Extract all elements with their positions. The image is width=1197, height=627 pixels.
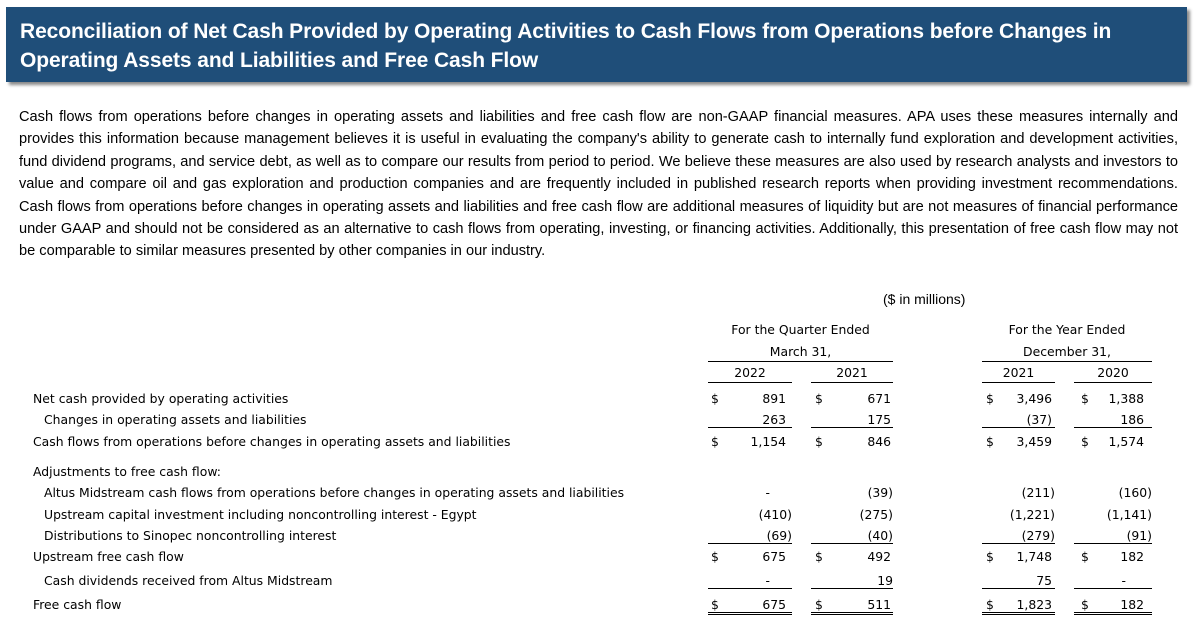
cell-value-underlined (1074, 412, 1152, 428)
cell-value: - (1121, 573, 1126, 588)
row-label-free-cash-flow: Free cash flow (33, 597, 122, 612)
cell-value: (279) (982, 528, 1055, 544)
cell-value: 1,823 (1016, 597, 1052, 612)
currency-symbol: $ (1081, 549, 1089, 564)
cell-value: (1,221) (1009, 507, 1055, 522)
cell-value: 891 (762, 391, 786, 406)
cell-value: (39) (867, 485, 893, 500)
cell-value: 671 (867, 391, 891, 406)
cell-value: 3,496 (1016, 391, 1052, 406)
cell-value: 182 (1120, 597, 1144, 612)
currency-symbol: $ (1081, 597, 1089, 612)
cell-value-underlined (708, 573, 792, 589)
cell-value: (410) (758, 507, 792, 522)
cell-value: 182 (1120, 549, 1144, 564)
quarter-header-line1: For the Quarter Ended (731, 322, 870, 337)
total-cell (1074, 597, 1152, 615)
cell-value: - (765, 485, 770, 500)
cell-value: (37) (1026, 412, 1052, 427)
currency-symbol: $ (711, 597, 719, 612)
section-label-adjustments: Adjustments to free cash flow: (33, 464, 221, 479)
currency-symbol: $ (815, 391, 823, 406)
cell-value: (69) (708, 528, 792, 544)
currency-symbol: $ (986, 549, 994, 564)
year-header-line2: December 31, (982, 344, 1152, 362)
currency-symbol: $ (815, 434, 823, 449)
currency-symbol: $ (711, 434, 719, 449)
total-cell (708, 597, 792, 615)
cell-value: 75 (1036, 573, 1052, 588)
cell-value: 263 (762, 412, 786, 427)
currency-symbol: $ (986, 391, 994, 406)
cell-value: 1,748 (1016, 549, 1052, 564)
cell-value: (160) (1118, 485, 1152, 500)
cell-value: 511 (867, 597, 891, 612)
currency-symbol: $ (711, 391, 719, 406)
cell-value: 19 (811, 573, 893, 589)
cell-value: 1,154 (750, 434, 786, 449)
cell-value: 846 (867, 434, 891, 449)
cell-value: 1,388 (1108, 391, 1144, 406)
column-header-q2021: 2021 (811, 365, 893, 383)
row-label-altus-cash-flows: Altus Midstream cash flows from operations before changes in operating assets and liabilities (44, 485, 625, 500)
row-label-upstream-capex: Upstream capital investment including noncontrolling interest - Egypt (44, 507, 477, 522)
currency-symbol: $ (1081, 391, 1089, 406)
row-label-cash-flows-before-changes: Cash flows from operations before changes in operating assets and liabilities (33, 434, 511, 449)
cell-value: 3,459 (1016, 434, 1052, 449)
total-cell (811, 597, 893, 615)
cell-value: 1,574 (1108, 434, 1144, 449)
title-banner (6, 7, 1187, 82)
cell-value: 175 (867, 412, 891, 427)
intro-paragraph: Cash flows from operations before changes in operating assets and liabilities and free cash flow are non-GAAP financial measures. APA uses these measures internally and provides this information because management believes it is useful in evaluating the company's ability to generate cash to internally fund exploration and development activities, fund dividend programs, and service debt, as well as to compare our results from period to period. We believe these measures are also used by research analysts and investors to value and compare oil and gas exploration and production companies and are frequently included in published research reports when providing investment recommendations. Cash flows from operations before changes in operating assets and liabilities and free cash flow are additional measures of liquidity but are not measures of financial performance under GAAP and should not be considered as an alternative to cash flows from operating, investing, or financing activities. Additionally, this presentation of free cash flow may not be comparable to similar measures presented by other companies in our industry. (19, 109, 1178, 260)
year-header-line1: For the Year Ended (1008, 322, 1126, 337)
currency-symbol: $ (815, 549, 823, 564)
cell-value: 675 (762, 597, 786, 612)
cell-value-underlined (811, 412, 893, 428)
cell-value: (40) (811, 528, 893, 544)
row-label-changes-assets: Changes in operating assets and liabilities (44, 412, 307, 427)
units-note: ($ in millions) (883, 291, 966, 307)
currency-symbol: $ (986, 434, 994, 449)
column-header-q2022: 2022 (708, 365, 792, 383)
row-label-altus-dividends: Cash dividends received from Altus Midstream (44, 573, 333, 588)
total-cell (982, 597, 1055, 615)
currency-symbol: $ (711, 549, 719, 564)
currency-symbol: $ (986, 597, 994, 612)
row-label-sinopec-distributions: Distributions to Sinopec noncontrolling interest (44, 528, 337, 543)
cell-value: (91) (1074, 528, 1152, 544)
column-header-y2020: 2020 (1074, 365, 1152, 383)
cell-value-underlined (708, 412, 792, 428)
row-label-net-cash: Net cash provided by operating activities (33, 391, 289, 406)
cell-value: (275) (859, 507, 893, 522)
cell-value-underlined (982, 573, 1055, 589)
cell-value: - (765, 573, 770, 588)
cell-value: (211) (1021, 485, 1055, 500)
cell-value: 186 (1120, 412, 1144, 427)
currency-symbol: $ (815, 597, 823, 612)
currency-symbol: $ (1081, 434, 1089, 449)
quarter-header-line2: March 31, (708, 344, 893, 362)
cell-value-underlined (982, 412, 1055, 428)
cell-value-underlined (1074, 573, 1152, 589)
column-header-y2021: 2021 (982, 365, 1055, 383)
page-title: Reconciliation of Net Cash Provided by Operating Activities to Cash Flows from Operations before Changes in Operating Assets and Liabilities and Free Cash Flow (20, 20, 1112, 72)
cell-value: (1,141) (1106, 507, 1152, 522)
row-label-upstream-fcf: Upstream free cash flow (33, 549, 184, 564)
cell-value: 675 (762, 549, 786, 564)
cell-value: 492 (867, 549, 891, 564)
